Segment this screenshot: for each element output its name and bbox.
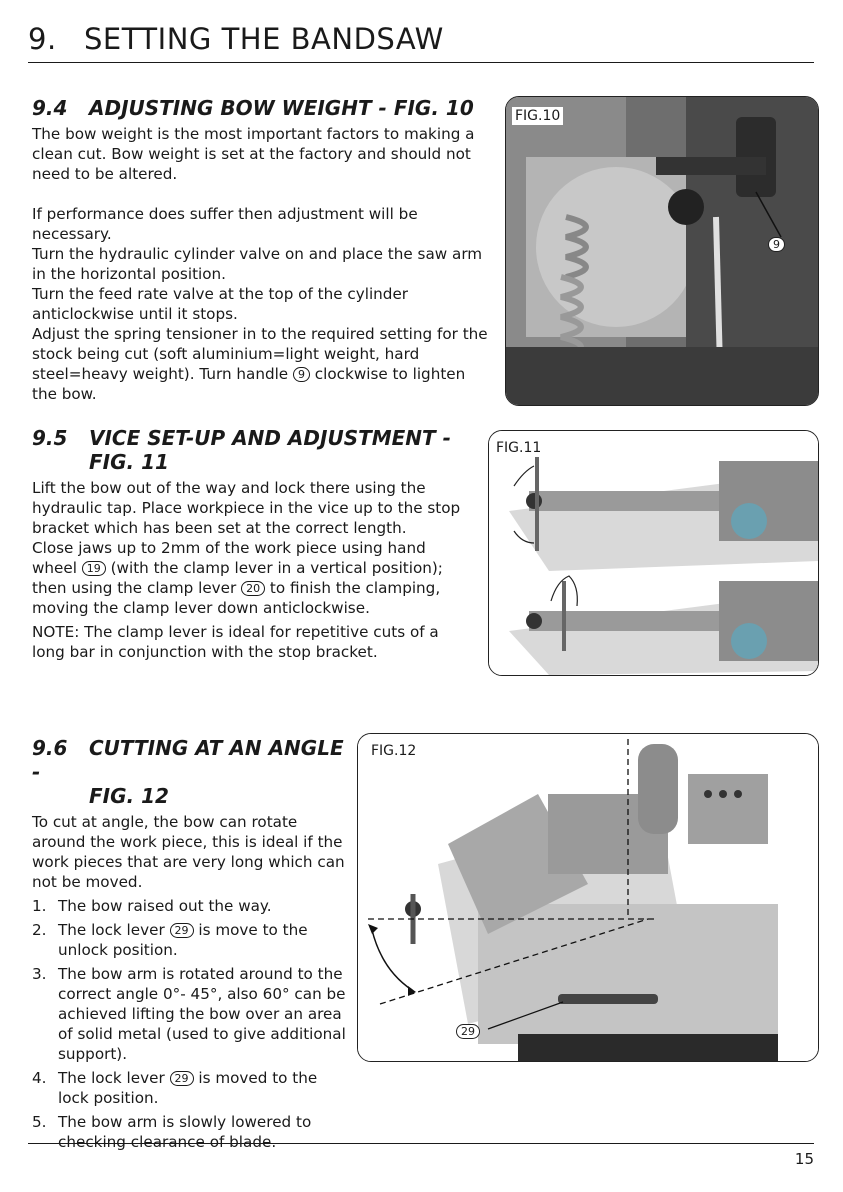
vice-photo — [489, 431, 818, 675]
paragraph — [32, 538, 472, 618]
text-run: clockwise to lighten the bow. — [32, 365, 466, 403]
text-run: The bow arm is slowly lowered to checking clearance of blade. — [58, 1113, 312, 1151]
chapter-heading — [28, 22, 444, 56]
text-run: is move to the unlock position. — [58, 921, 308, 959]
section-title: ADJUSTING BOW WEIGHT - FIG. 10 — [89, 96, 474, 120]
figure-label: FIG.12 — [368, 742, 419, 760]
angle-cut-photo — [358, 734, 818, 1061]
chapter-number: 9. — [28, 22, 57, 56]
step-number: 5. — [32, 1113, 47, 1131]
list-item — [32, 1112, 352, 1152]
text-run: Adjust the spring tensioner in to the required setting for the stock being cut (soft aluminium=light weight, hard steel=heavy weight). Turn handle — [32, 325, 488, 383]
section-9-6 — [32, 736, 352, 1152]
part-ref-29: 29 — [170, 923, 194, 938]
step-number: 4. — [32, 1069, 47, 1087]
list-item — [32, 964, 352, 1064]
section-title-cont: FIG. 11 — [89, 450, 169, 474]
section-9-5 — [32, 426, 472, 662]
paragraph — [32, 324, 494, 404]
figure-10 — [505, 96, 819, 406]
steps-list — [32, 896, 352, 1152]
paragraph: Lift the bow out of the way and lock there using the hydraulic tap. Place workpiece in the vice up to the stop bracket which has been set at the correct length. — [32, 479, 461, 537]
section-9-4 — [32, 96, 494, 404]
section-heading — [32, 96, 494, 120]
section-title-cont: FIG. 12 — [89, 784, 169, 808]
section-heading — [32, 736, 352, 808]
section-heading — [32, 426, 472, 474]
text-run: The lock lever — [58, 1069, 170, 1087]
part-ref-9: 9 — [293, 367, 310, 382]
step-number: 3. — [32, 965, 47, 983]
figure-label: FIG.10 — [512, 107, 563, 125]
callout-9: 9 — [768, 237, 785, 252]
figure-label: FIG.11 — [493, 439, 544, 457]
part-ref-20: 20 — [241, 581, 265, 596]
callout-29: 29 — [456, 1024, 480, 1039]
footer-rule — [28, 1143, 814, 1144]
section-number: 9.6 — [32, 736, 68, 760]
text-run: The bow arm is rotated around to the correct angle 0°- 45°, also 60° can be achieved lifting the bow over an area of solid metal (used to give additional support). — [58, 965, 346, 1063]
list-item — [32, 1068, 352, 1108]
paragraph: To cut at angle, the bow can rotate around the work piece, this is ideal if the work pieces that are very long which can not be moved. — [32, 813, 345, 891]
paragraph: If performance does suffer then adjustment will be necessary. — [32, 205, 418, 243]
list-item — [32, 896, 352, 916]
chapter-title: SETTING THE BANDSAW — [84, 22, 444, 56]
part-ref-19: 19 — [82, 561, 106, 576]
paragraph: The bow weight is the most important factors to making a clean cut. Bow weight is set at the factory and should not need to be altered. — [32, 125, 475, 183]
figure-12 — [357, 733, 819, 1062]
paragraph: Turn the hydraulic cylinder valve on and place the saw arm in the horizontal position. — [32, 245, 483, 283]
paragraph: NOTE: The clamp lever is ideal for repetitive cuts of a long bar in conjunction with the stop bracket. — [32, 623, 439, 661]
part-ref-29: 29 — [170, 1071, 194, 1086]
section-title: CUTTING AT AN ANGLE - — [32, 736, 344, 784]
text-run: The lock lever — [58, 921, 170, 939]
step-number: 2. — [32, 921, 47, 939]
figure-11 — [488, 430, 819, 676]
text-run: The bow raised out the way. — [58, 897, 272, 915]
section-title: VICE SET-UP AND ADJUSTMENT - — [89, 426, 451, 450]
list-item — [32, 920, 352, 960]
text-run: (with the clamp lever in a vertical position); then using the clamp lever — [32, 559, 443, 597]
paragraph: Turn the feed rate valve at the top of the cylinder anticlockwise until it stops. — [32, 285, 409, 323]
step-number: 1. — [32, 897, 47, 915]
text-run: to finish the clamping, moving the clamp lever down anticlockwise. — [32, 579, 441, 617]
section-number: 9.5 — [32, 426, 68, 450]
text-run: Close jaws up to 2mm of the work piece using hand wheel — [32, 539, 426, 577]
section-number: 9.4 — [32, 96, 68, 120]
text-run: is moved to the lock position. — [58, 1069, 318, 1107]
page-number: 15 — [794, 1150, 814, 1168]
header-rule — [28, 62, 814, 63]
